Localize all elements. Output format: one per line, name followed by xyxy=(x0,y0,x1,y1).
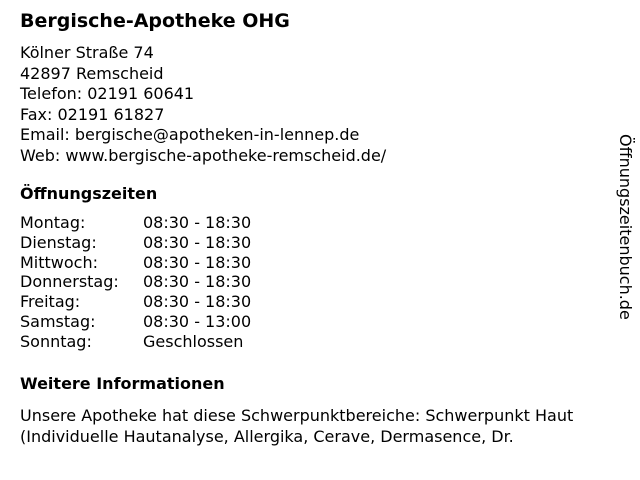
more-info-line: Unsere Apotheke hat diese Schwerpunktbereiche: Schwerpunkt Haut xyxy=(20,406,574,425)
hours-value: 08:30 - 18:30 xyxy=(143,292,252,312)
day-label: Sonntag: xyxy=(20,331,92,351)
more-info-heading: Weitere Informationen xyxy=(20,374,225,393)
day-label: Dienstag: xyxy=(20,232,97,252)
day-label: Mittwoch: xyxy=(20,252,98,272)
day-label: Freitag: xyxy=(20,292,81,312)
fax-number: Fax: 02191 61827 xyxy=(20,104,165,124)
watermark-text: Öffnungszeitenbuch.de xyxy=(616,134,635,320)
more-info-line: (Individuelle Hautanalyse, Allergika, Cerave, Dermasence, Dr. xyxy=(20,427,514,446)
website-url: Web: www.bergische-apotheke-remscheid.de/ xyxy=(20,145,387,165)
watermark-container xyxy=(612,134,640,366)
hours-value: 08:30 - 13:00 xyxy=(143,311,252,331)
phone-number: Telefon: 02191 60641 xyxy=(20,84,195,103)
hours-value: 08:30 - 18:30 xyxy=(143,213,252,232)
hours-value: Geschlossen xyxy=(143,331,244,351)
hours-value: 08:30 - 18:30 xyxy=(143,232,252,252)
opening-hours-heading: Öffnungszeiten xyxy=(20,184,158,203)
hours-value: 08:30 - 18:30 xyxy=(143,272,252,292)
day-label: Donnerstag: xyxy=(20,272,119,292)
day-label: Samstag: xyxy=(20,311,96,331)
contact-block xyxy=(20,43,386,166)
day-label: Montag: xyxy=(20,213,86,232)
pharmacy-title: Bergische-Apotheke OHG xyxy=(20,10,290,32)
address-city: 42897 Remscheid xyxy=(20,63,164,83)
address-street: Kölner Straße 74 xyxy=(20,43,154,62)
email-address: Email: bergische@apotheken-in-lennep.de xyxy=(20,125,360,144)
hours-value: 08:30 - 18:30 xyxy=(143,252,252,272)
more-info-text xyxy=(20,405,630,447)
